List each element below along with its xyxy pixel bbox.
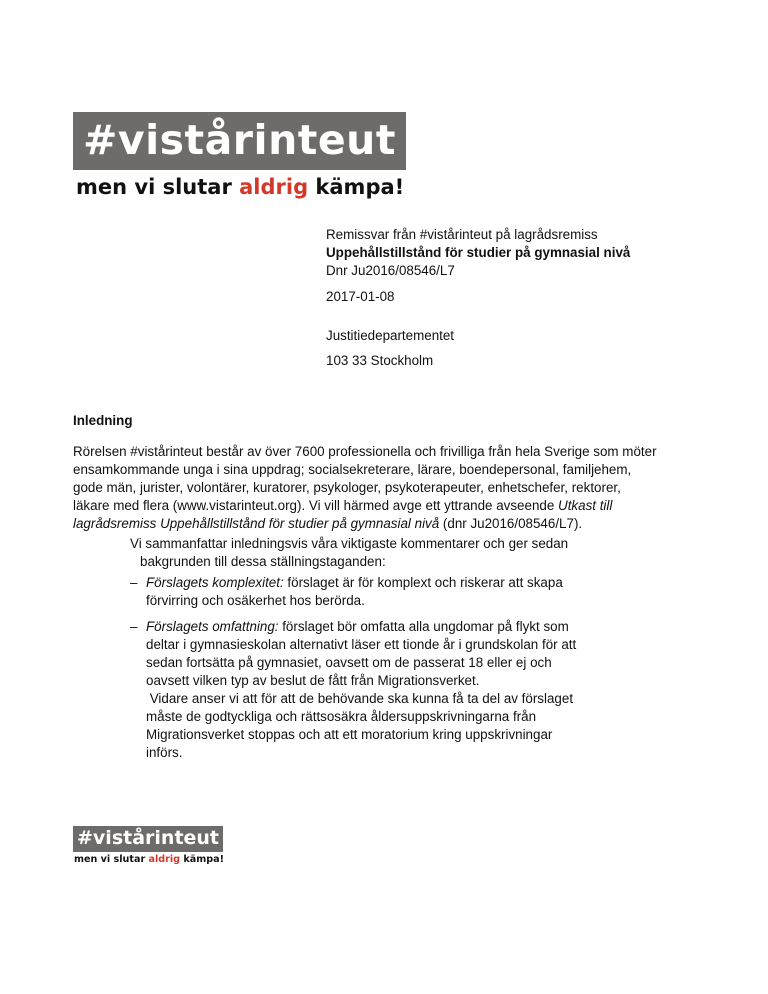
bullet-line: förvirring och osäkerhet hos berörda. xyxy=(146,593,365,608)
bullet-line: Migrationsverket stoppas och att ett moratorium kring uppskrivningar xyxy=(146,727,553,742)
bullet-line xyxy=(146,574,630,592)
intro-paragraph xyxy=(73,443,703,533)
remissvar-line: Remissvar från #vistårinteut på lagrådsremiss xyxy=(326,227,598,242)
intro-line: ensamkommande unga i sina uppdrag; socialsekreterare, lärare, boendepersonal, familjehem, xyxy=(73,462,632,477)
logo-tagline-red: aldrig xyxy=(148,854,181,865)
logo-tagline-red: aldrig xyxy=(239,175,309,199)
summary-line: bakgrunden till dessa ställningstaganden: xyxy=(140,554,386,569)
intro-line xyxy=(73,497,703,515)
logo-large xyxy=(73,112,406,198)
bullet-line xyxy=(146,618,630,636)
bullet-item xyxy=(130,618,630,762)
logo-tagline-end: kämpa! xyxy=(308,175,405,199)
date: 2017-01-08 xyxy=(326,289,395,304)
bullet-label: Förslagets omfattning: xyxy=(146,619,279,634)
bullet-item xyxy=(130,574,630,610)
bullet-line: måste de godtyckliga och rättsosäkra åldersuppskrivningarna från xyxy=(146,709,537,724)
logo-tagline xyxy=(73,177,406,198)
intro-italic: Utkast till xyxy=(558,498,613,513)
bullet-dash: – xyxy=(130,619,138,634)
bullet-body xyxy=(146,574,630,610)
bullet-label: Förslagets komplexitet: xyxy=(146,575,284,590)
intro-line xyxy=(73,515,703,533)
intro-text: läkare med flera (www.vistarinteut.org). Vi vill härmed avge ett yttrande avseende xyxy=(73,498,559,513)
intro-text: (dnr Ju2016/08546/L7). xyxy=(439,516,583,531)
summary-paragraph xyxy=(130,535,600,571)
bullet-text: förslaget är för komplext och riskerar att skapa xyxy=(283,575,563,590)
logo-tagline xyxy=(73,855,224,865)
recipient-address: 103 33 Stockholm xyxy=(326,353,434,368)
logo-tagline-end: kämpa! xyxy=(180,854,224,865)
bullet-line: oavsett vilken typ av beslut de fått från Migrationsverket. xyxy=(146,673,480,688)
bullet-line: sedan fortsätta på gymnasiet, oavsett om de passerat 18 eller ej och xyxy=(146,655,552,670)
summary-line: Vi sammanfattar inledningsvis våra viktigaste kommentarer och ger sedan xyxy=(130,536,569,551)
intro-italic: lagrådsremiss Uppehållstillstånd för studier på gymnasial nivå xyxy=(73,516,440,531)
document-title-wrap xyxy=(326,244,630,262)
section-heading: Inledning xyxy=(73,413,133,428)
logo-hashtag: #vistårinteut xyxy=(73,826,223,852)
bullet-text: förslaget bör omfatta alla ungdomar på flykt som xyxy=(278,619,569,634)
intro-line: gode män, jurister, volontärer, kuratorer, psykologer, psykoterapeuter, enhetschefer, rektorer, xyxy=(73,480,621,495)
bullet-body xyxy=(146,618,630,762)
bullet-line: Vidare anser vi att för att de behövande ska kunna få ta del av förslaget xyxy=(146,691,574,706)
document-title: Uppehållstillstånd för studier på gymnasial nivå xyxy=(326,245,631,260)
bullet-line: deltar i gymnasieskolan alternativt läser ett tionde år i grundskolan för att xyxy=(146,637,577,652)
logo-tagline-start: men vi slutar xyxy=(74,854,149,865)
logo-hashtag: #vistårinteut xyxy=(73,112,406,170)
bullet-line: införs. xyxy=(146,745,183,760)
logo-small xyxy=(73,826,224,865)
recipient: Justitiedepartementet xyxy=(326,328,455,343)
dnr: Dnr Ju2016/08546/L7 xyxy=(326,263,455,278)
intro-line: Rörelsen #vistårinteut består av över 7600 professionella och frivilliga från hela Sverige som möter xyxy=(73,444,657,459)
bullet-dash: – xyxy=(130,575,138,590)
logo-tagline-start: men vi slutar xyxy=(76,175,240,199)
